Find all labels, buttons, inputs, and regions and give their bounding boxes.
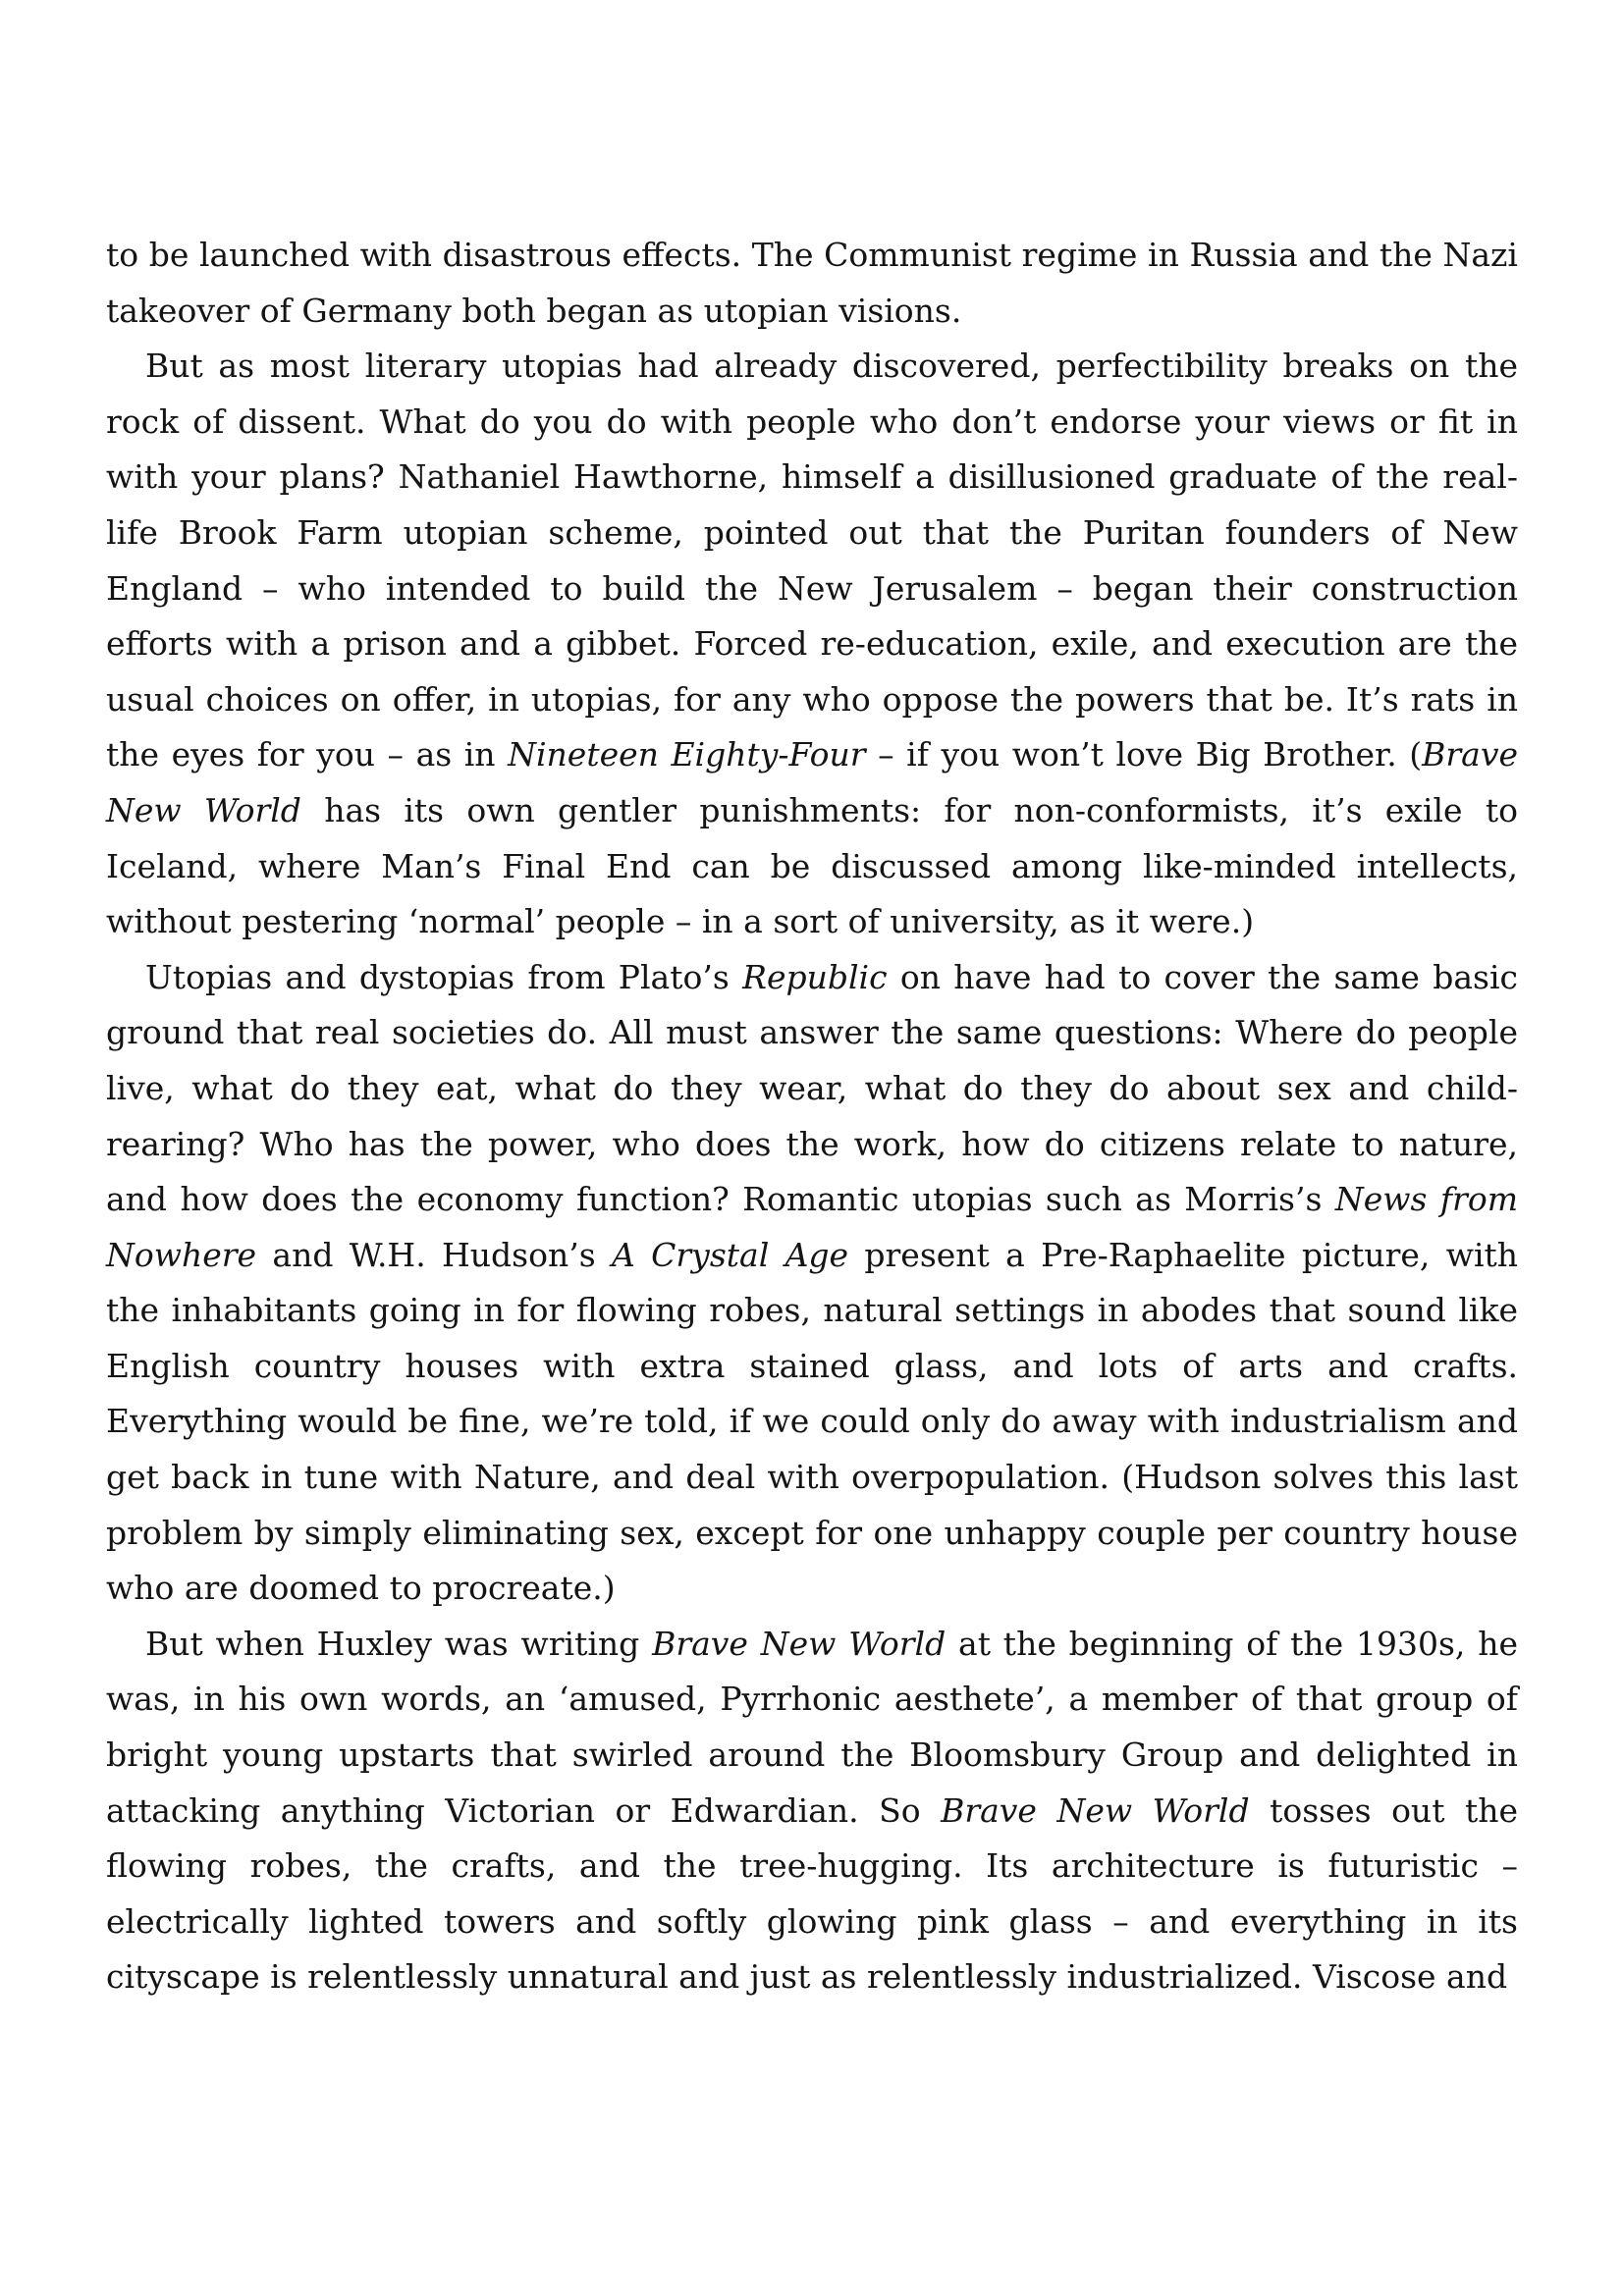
paragraph-2-text-2: – if you won’t love Big Brother. (: [865, 735, 1423, 774]
paragraph-3-text-4: present a Pre-Raphaelite picture, with the inhabitants going in for flowing robes, natural settings in abodes that sound like English country houses with extra stained glass, and lots of arts and crafts. Everything would be fine, we’re told, if we could only do away with industrialism and get back in tune with Nature, and deal with overpopulation. (Hudson solves this last problem by simply eliminating sex, except for one unhappy couple per country house who are doomed to procreate.): [106, 1235, 1519, 1608]
paragraph-1-text: to be launched with disastrous effects. The Communist regime in Russia and the Nazi takeover of Germany both began as utopian visions.: [106, 236, 1518, 330]
title-nineteen-eighty-four: Nineteen Eighty-Four: [508, 735, 866, 774]
paragraph-2-text-1: But as most literary utopias had already discovered, perfectibility breaks on the rock of dissent. What do you do with people who don’t endorse your views or fit in with your plans? Nathaniel Hawthorne, himself a disillusioned graduate of the real-life Brook Farm utopian scheme, pointed out that the Puritan founders of New England – who intended to build the New Jerusalem – began their construction efforts with a prison and a gibbet. Forced re-education, exile, and execution are the usual choices on offer, in utopias, for any who oppose the powers that be. It’s rats in the eyes for you – as in: [106, 347, 1518, 774]
paragraph-3: [106, 950, 1518, 1617]
paragraph-4: [106, 1617, 1518, 2005]
paragraph-2: [106, 339, 1518, 950]
paragraph-4-text-1: But when Huxley was writing: [145, 1624, 653, 1663]
title-brave-new-world: Brave New World: [652, 1624, 947, 1663]
paragraph-3-text-1: Utopias and dystopias from Plato’s: [145, 957, 743, 996]
paragraph-4-text-3: tosses out the flowing robes, the crafts, and the tree-hugging. Its architecture is futuristic – electrically lighted towers and softly glowing pink glass – and everything in its cityscape is relentlessly unnatural and just as relentlessly industrialized. Viscose and: [106, 1790, 1518, 1997]
page-body: [106, 228, 1518, 2005]
paragraph-1: [106, 228, 1518, 339]
title-brave-new-world: Brave New World: [106, 735, 1519, 829]
title-republic: Republic: [742, 957, 888, 996]
title-news-from-nowhere: News from Nowhere: [106, 1180, 1518, 1274]
paragraph-4-text-2: at the beginning of the 1930s, he was, in his own words, an ‘amused, Pyrrhonic aesthete’, a member of that group of bright young upstarts that swirled around the Bloomsbury Group and delighted in attacking anything Victorian or Edwardian. So: [106, 1624, 1518, 1830]
paragraph-2-text-3: has its own gentler punishments: for non-conformists, it’s exile to Iceland, where Man’s Final End can be discussed among like-minded intellects, without pestering ‘normal’ people – in a sort of university, as it were.): [106, 790, 1519, 941]
paragraph-3-text-2: on have had to cover the same basic ground that real societies do. All must answer the same questions: Where do people live, what do they eat, what do they wear, what do they do about sex and child-rearing? Who has the power, who does the work, how do citizens relate to nature, and how does the economy function? Romantic utopias such as Morris’s: [106, 957, 1518, 1219]
title-brave-new-world: Brave New World: [941, 1790, 1250, 1830]
paragraph-3-text-3: and W.H. Hudson’s: [256, 1235, 612, 1274]
title-a-crystal-age: A Crystal Age: [612, 1235, 849, 1274]
